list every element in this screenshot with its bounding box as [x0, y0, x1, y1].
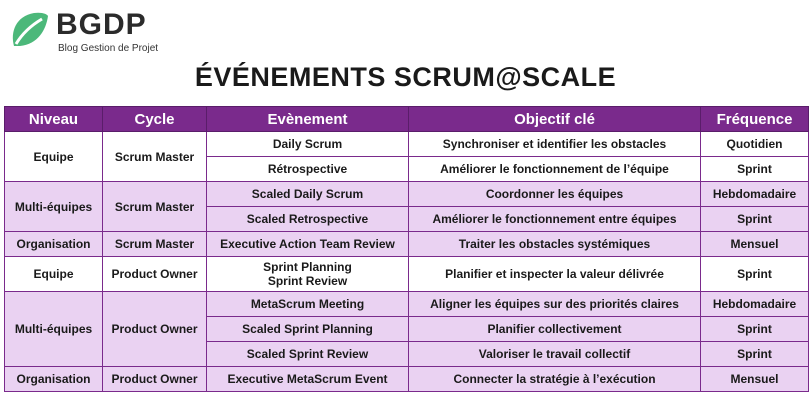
cell-niveau: Equipe	[5, 257, 103, 292]
cell-frequence: Hebdomadaire	[701, 292, 809, 317]
cell-cycle: Scrum Master	[103, 232, 207, 257]
cell-objectif: Connecter la stratégie à l’exécution	[409, 367, 701, 392]
cell-niveau: Organisation	[5, 367, 103, 392]
leaf-logo-icon	[8, 10, 50, 50]
evenement-line: Daily Scrum	[272, 137, 343, 151]
evenement-line: Sprint Review	[267, 274, 348, 288]
header-cycle: Cycle	[103, 107, 207, 132]
header-niveau: Niveau	[5, 107, 103, 132]
cell-frequence: Sprint	[701, 317, 809, 342]
cell-evenement	[207, 367, 409, 392]
cell-niveau: Organisation	[5, 232, 103, 257]
cell-frequence: Mensuel	[701, 232, 809, 257]
evenement-line: Rétrospective	[267, 162, 348, 176]
cell-evenement	[207, 257, 409, 292]
cell-objectif: Synchroniser et identifier les obstacles	[409, 132, 701, 157]
cell-frequence: Sprint	[701, 257, 809, 292]
cell-objectif: Planifier collectivement	[409, 317, 701, 342]
evenement-line: Scaled Sprint Review	[246, 347, 369, 361]
cell-cycle: Product Owner	[103, 257, 207, 292]
cell-objectif: Améliorer le fonctionnement entre équipes	[409, 207, 701, 232]
table-row	[5, 232, 809, 257]
cell-objectif: Aligner les équipes sur des priorités claires	[409, 292, 701, 317]
evenement-line: Executive Action Team Review	[220, 237, 395, 251]
cell-cycle: Product Owner	[103, 367, 207, 392]
page-title: ÉVÉNEMENTS SCRUM@SCALE	[194, 62, 617, 92]
cell-frequence: Sprint	[701, 342, 809, 367]
cell-evenement	[207, 182, 409, 207]
cell-frequence: Sprint	[701, 207, 809, 232]
cell-objectif: Traiter les obstacles systémiques	[409, 232, 701, 257]
evenement-line: Scaled Sprint Planning	[242, 322, 373, 336]
table-row	[5, 292, 809, 317]
cell-evenement	[207, 317, 409, 342]
table-row	[5, 257, 809, 292]
cell-cycle: Scrum Master	[103, 132, 207, 182]
cell-niveau: Multi-équipes	[5, 182, 103, 232]
cell-frequence: Sprint	[701, 157, 809, 182]
cell-evenement	[207, 342, 409, 367]
cell-evenement	[207, 232, 409, 257]
cell-frequence: Quotidien	[701, 132, 809, 157]
evenement-line: Executive MetaScrum Event	[227, 372, 388, 386]
cell-cycle: Scrum Master	[103, 182, 207, 232]
cell-evenement	[207, 157, 409, 182]
cell-frequence: Hebdomadaire	[701, 182, 809, 207]
table-header-row	[5, 107, 809, 132]
table-row	[5, 182, 809, 207]
scrum-events-table	[4, 106, 809, 392]
cell-objectif: Planifier et inspecter la valeur délivrée	[409, 257, 701, 292]
cell-objectif: Améliorer le fonctionnement de l’équipe	[409, 157, 701, 182]
table-row	[5, 367, 809, 392]
cell-niveau: Multi-équipes	[5, 292, 103, 367]
evenement-line: Sprint Planning	[263, 260, 352, 274]
table-body	[5, 132, 809, 392]
brand-logo	[8, 8, 168, 54]
cell-cycle: Product Owner	[103, 292, 207, 367]
cell-evenement	[207, 207, 409, 232]
header-frequence: Fréquence	[701, 107, 809, 132]
cell-evenement	[207, 292, 409, 317]
cell-niveau: Equipe	[5, 132, 103, 182]
cell-frequence: Mensuel	[701, 367, 809, 392]
cell-objectif: Valoriser le travail collectif	[409, 342, 701, 367]
logo-subtitle: Blog Gestion de Projet	[58, 43, 159, 54]
evenement-line: Scaled Daily Scrum	[251, 187, 364, 201]
evenement-line: Scaled Retrospective	[246, 212, 369, 226]
evenement-line: MetaScrum Meeting	[250, 297, 365, 311]
cell-evenement	[207, 132, 409, 157]
logo-name: BGDP	[56, 8, 147, 41]
table-row	[5, 132, 809, 157]
header-objectif: Objectif clé	[409, 107, 701, 132]
cell-objectif: Coordonner les équipes	[409, 182, 701, 207]
header-evenement: Evènement	[207, 107, 409, 132]
